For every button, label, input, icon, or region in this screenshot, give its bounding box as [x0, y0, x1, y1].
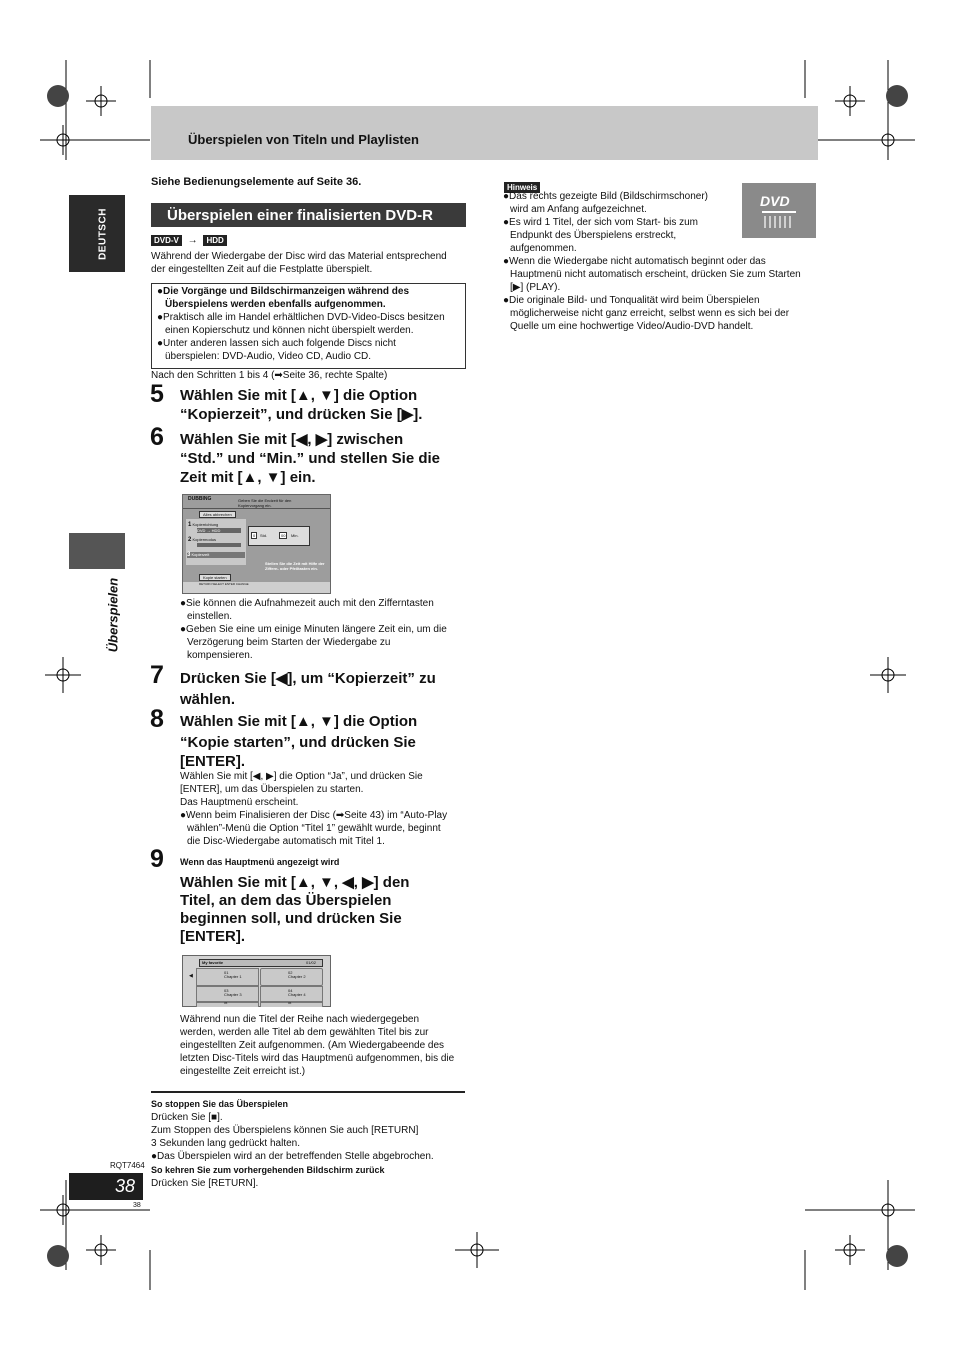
dubbing-hint: Geben Sie die Endzeit für den Kopiervorgang ein.: [238, 498, 292, 508]
step-7-number: 7: [150, 661, 164, 689]
hours-value[interactable]: 0: [253, 533, 256, 538]
dubbing-footer: RETURN SELECT ENTER CHANGE: [199, 582, 249, 586]
row-mode[interactable]: 2 Kopiermodus: [188, 537, 217, 543]
row-direction[interactable]: 1 Kopierrichtung: [188, 522, 219, 528]
start-copy-button[interactable]: Kopie starten: [199, 574, 231, 581]
step-8-text: Wählen Sie mit [▲, ▼] die Option “Kopie starten”, und drücken Sie [ENTER].: [180, 713, 418, 770]
menu-title: My favorite: [202, 960, 224, 965]
arrow-icon: →: [187, 235, 198, 246]
step-9-condition: Wenn das Hauptmenü angezeigt wird: [180, 857, 340, 867]
dubbing-screen: [182, 494, 331, 594]
section-label: Überspielen: [105, 577, 121, 653]
cancel-all-button[interactable]: Alles abbrechen: [199, 511, 236, 518]
page-number-small: 38: [133, 1202, 141, 1209]
step-6-number: 6: [150, 423, 164, 451]
step-8-body: Wählen Sie mit [◀, ▶] die Option “Ja”, und drücken Sie [ENTER], um das Überspielen zu starten. Das Hauptmenü erscheint. ●Wenn beim Finalisieren der Disc (➡Seite 43) im “Auto-Play wählen”-Menü die Option “Titel 1” gewählt wurde, beginnt die Disc-Wiedergabe automatisch mit Titel 1.: [180, 771, 448, 847]
dvd-logo: DVD: [760, 193, 790, 209]
menu-counter: 01/02: [306, 960, 317, 965]
page-number: 38: [115, 1176, 136, 1196]
tag-dvd-v: DVD-V: [151, 235, 182, 246]
menu-tile[interactable]: 03 Chapter 3: [196, 986, 259, 1002]
step-5-number: 5: [150, 380, 164, 408]
minutes-label: Min.: [291, 533, 299, 538]
main-menu-screen: [182, 955, 331, 1007]
hours-label: Std.: [260, 533, 268, 538]
row-direction-value: DVD → HDD: [197, 528, 241, 533]
reference-note: Siehe Bedienungselemente auf Seite 36.: [151, 176, 362, 188]
section-marker: [69, 533, 125, 569]
row-time[interactable]: 3 Kopierzeit: [187, 552, 245, 558]
divider: [151, 1091, 465, 1093]
after-steps-note: Nach den Schritten 1 bis 4 (➡Seite 36, rechte Spalte): [151, 370, 388, 381]
menu-tile[interactable]: 01 Chapter 1: [196, 968, 259, 986]
menu-tile[interactable]: 02 Chapter 2: [260, 968, 323, 986]
tag-hdd: HDD: [203, 235, 226, 246]
page-title: Überspielen von Titeln und Playlisten: [188, 132, 419, 147]
step-7-text: Drücken Sie [◀], um “Kopierzeit” zu wählen.: [180, 670, 436, 708]
hint-list: ●Das rechts gezeigte Bild (Bildschirmschoner) wird am Anfang aufgezeichnet. ●Es wird 1 Titel, der sich vom Start- bis zum Endpunkt des Überspielens erstreckt, aufgenommen. ●Wenn die Wiedergabe nicht automatisch beginnt oder das Hauptmenü nicht automatisch erscheint, drücken Sie zum Starten [▶] (PLAY). ●Die originale Bild- und Tonqualität wird beim Überspielen möglicherweise nicht ganz erreicht, selbst wenn es sich bei der Quelle um eine hochwertige Video/Audio-DVD handelt.: [503, 191, 801, 332]
disc-tags: [151, 235, 227, 246]
menu-tile[interactable]: 04 Chapter 4: [260, 986, 323, 1002]
step-9-body: Während nun die Titel der Reihe nach wiedergegeben werden, werden alle Titel ab dem gewählten Titel bis zur eingestellten Zeit aufgenommen. (Am Wiedergabeende des letzten Disc-Titels wird das Hauptmenü aufgenommen, bis die eingestellte Zeit erreicht ist.): [180, 1014, 455, 1077]
time-instruction: Stellen Sie die Zeit mit Hilfe der Ziffern- oder Pfeiltasten ein.: [265, 561, 325, 571]
document-code: RQT7464: [110, 1161, 145, 1170]
notes-list: ●Die Vorgänge und Bildschirmanzeigen während des Überspielens werden ebenfalls aufgenommen. ●Praktisch alle im Handel erhältlichen DVD-Video-Discs besitzen einen Kopierschutz und können nicht überspielt werden. ●Unter anderen lassen sich auch folgende Discs nicht überspielen: DVD-Audio, Video CD, Audio CD.: [157, 286, 445, 362]
step-5-text: Wählen Sie mit [▲, ▼] die Option “Kopierzeit”, und drücken Sie [▶].: [180, 387, 423, 423]
step-9-text: Wählen Sie mit [▲, ▼, ◀, ▶] den Titel, an dem das Überspielen beginnen soll, und drücken Sie [ENTER].: [180, 874, 410, 945]
menu-tile[interactable]: 06: [260, 1002, 323, 1007]
hint-label: Hinweis: [504, 182, 540, 193]
menu-left-arrow[interactable]: ◀: [189, 973, 193, 979]
step-6-notes: ●Sie können die Aufnahmezeit auch mit den Zifferntasten einstellen. ●Geben Sie eine um einige Minuten längere Zeit ein, um die Verzögerung beim Starten der Wiedergabe zu kompensieren.: [180, 598, 447, 661]
menu-tile[interactable]: 05: [196, 1002, 259, 1007]
section-heading: Überspielen einer finalisierten DVD-R: [167, 207, 433, 224]
language-tab-label: DEUTSCH: [97, 208, 109, 260]
intro-text: Während der Wiedergabe der Disc wird das Material entsprechend der eingestellten Zeit auf die Festplatte überspielt.: [151, 251, 447, 275]
step-8-number: 8: [150, 705, 164, 733]
step-6-text: Wählen Sie mit [◀, ▶] zwischen “Std.” und “Min.” und stellen Sie die Zeit mit [▲, ▼] ein.: [180, 431, 441, 486]
step-9-number: 9: [150, 845, 164, 873]
stop-instructions: So stoppen Sie das Überspielen Drücken Sie [■]. Zum Stoppen des Überspielens können Sie auch [RETURN] 3 Sekunden lang gedrückt halten. ●Das Überspielen wird an der betreffenden Stelle abgebrochen. So kehren Sie zum vorhergehenden Bildschirm zurück Drücken Sie [RETURN].: [151, 1099, 434, 1189]
dubbing-title: DUBBING: [188, 496, 212, 502]
minutes-value[interactable]: 00: [281, 533, 286, 538]
